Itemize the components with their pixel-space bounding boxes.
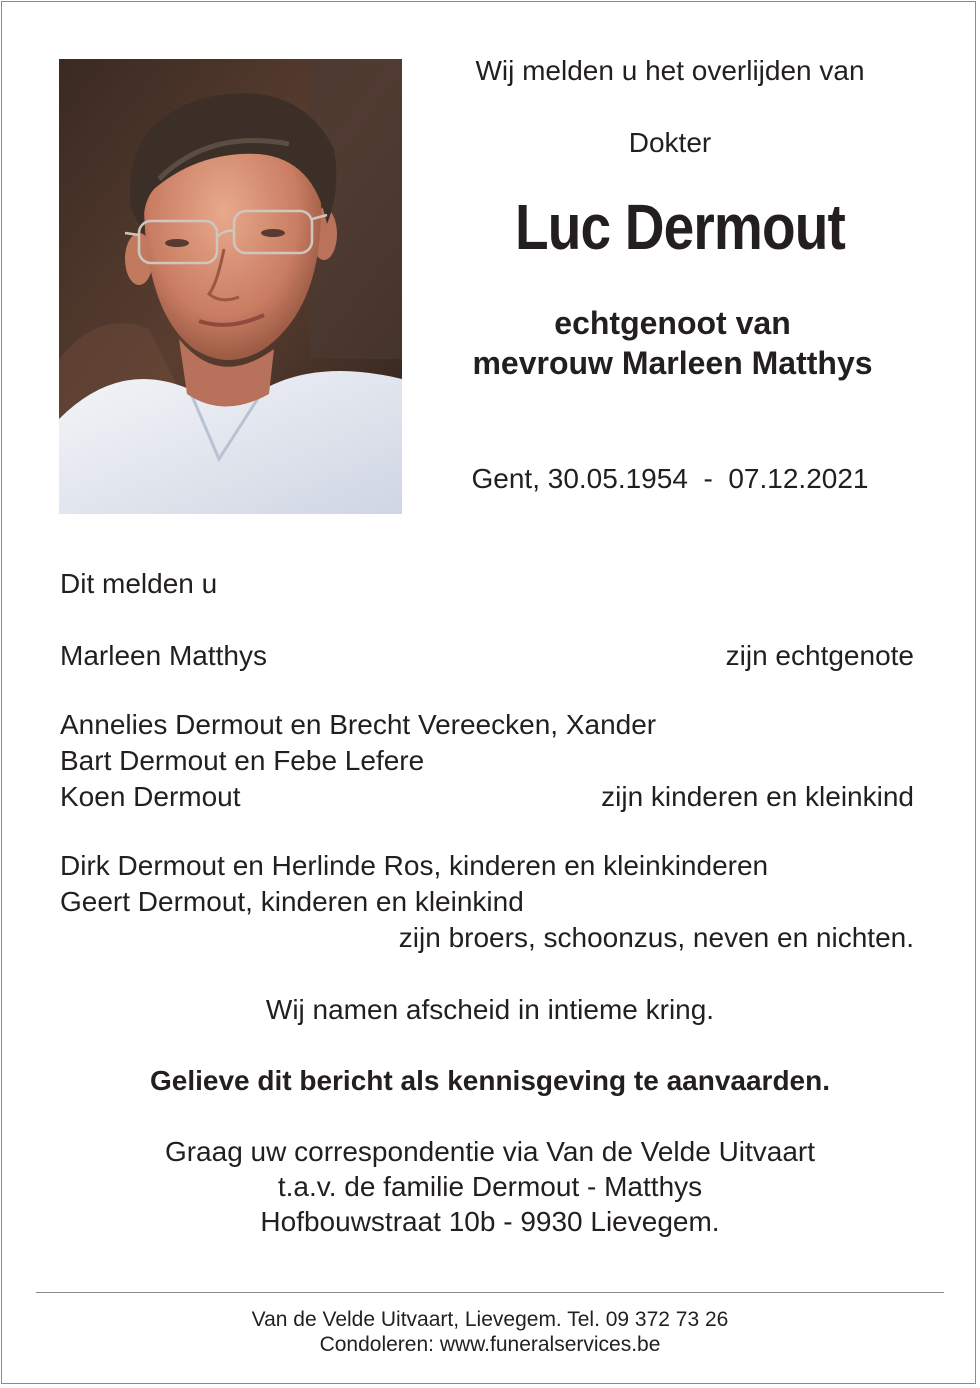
- child-line-3: Koen Dermout: [60, 781, 241, 812]
- footer-divider: [36, 1292, 944, 1293]
- footer-contact: Van de Velde Uitvaart, Lievegem. Tel. 09 372 73 26: [251, 1308, 729, 1331]
- announce-text: Dit melden u: [60, 568, 218, 599]
- notice-text: Gelieve dit bericht als kennisgeving te aanvaarden.: [149, 1065, 831, 1096]
- children-role: zijn kinderen en kleinkind: [601, 781, 914, 812]
- deceased-name: Luc Dermout: [515, 191, 845, 263]
- relation-line-1: echtgenoot van: [554, 305, 791, 341]
- child-line-2: Bart Dermout en Febe Lefere: [60, 745, 425, 776]
- relation-block: [420, 303, 925, 383]
- deceased-title: Dokter: [628, 127, 712, 158]
- footer-condolence-link[interactable]: Condoleren: www.funeralservices.be: [319, 1333, 661, 1356]
- intro-text: Wij melden u het overlijden van: [475, 55, 865, 86]
- farewell-text: Wij namen afscheid in intieme kring.: [265, 994, 715, 1025]
- correspondence-line-3: Hofbouwstraat 10b - 9930 Lievegem.: [260, 1206, 720, 1237]
- relation-line-2: mevrouw Marleen Matthys: [472, 345, 873, 381]
- correspondence-line-2: t.a.v. de familie Dermout - Matthys: [277, 1171, 703, 1202]
- child-line-1: Annelies Dermout en Brecht Vereecken, Xander: [60, 709, 657, 740]
- birth-death-dates: Gent, 30.05.1954 - 07.12.2021: [471, 463, 869, 494]
- correspondence-line-1: Graag uw correspondentie via Van de Velde Uitvaart: [164, 1136, 816, 1167]
- spouse-role: zijn echtgenote: [725, 640, 914, 671]
- spouse-name: Marleen Matthys: [60, 640, 267, 671]
- siblings-role: zijn broers, schoonzus, neven en nichten.: [398, 922, 914, 953]
- portrait-photo: [59, 59, 402, 514]
- sibling-line-1: Dirk Dermout en Herlinde Ros, kinderen en kleinkinderen: [60, 850, 769, 881]
- sibling-line-2: Geert Dermout, kinderen en kleinkind: [60, 886, 524, 917]
